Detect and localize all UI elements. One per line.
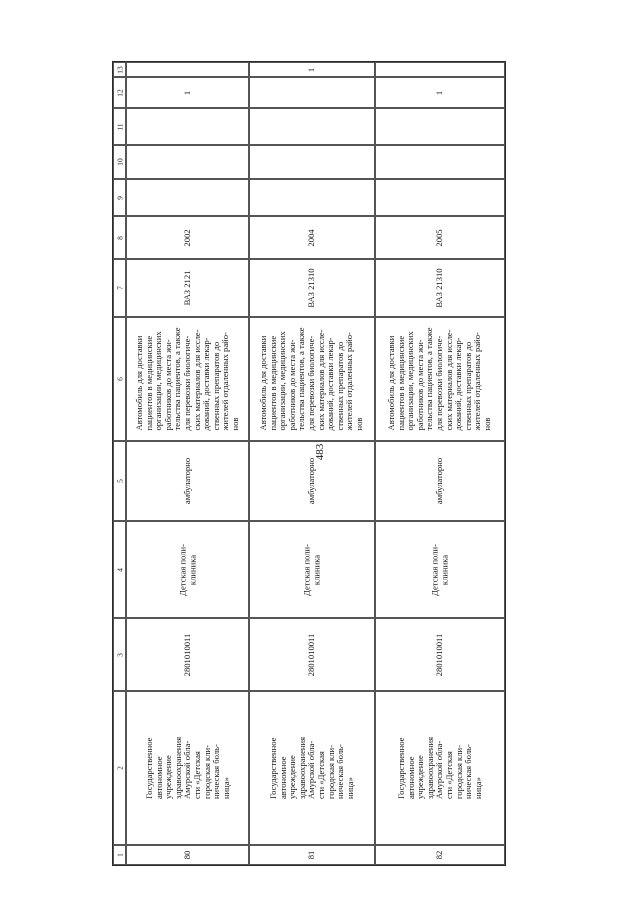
- table-cell: [249, 179, 375, 216]
- cell-text-line: здравоохранения: [424, 736, 435, 800]
- cell-text-line: Государственное: [143, 737, 154, 800]
- header-cell: [113, 317, 126, 441]
- table-cell: [249, 259, 375, 317]
- cell-text-line: учреждение: [287, 755, 298, 800]
- column-number: 2: [115, 766, 124, 770]
- header-cell: [113, 441, 126, 521]
- table-cell: [375, 179, 505, 216]
- cell-text: ВАЗ 21310: [306, 268, 317, 308]
- cell-text-line: нов: [482, 417, 493, 431]
- table-cell: [375, 845, 505, 865]
- cell-text-line: автономное: [152, 756, 163, 800]
- cell-text-line: здравоохранения: [172, 736, 183, 800]
- table-cell: [375, 216, 505, 259]
- cell-text: 1: [306, 67, 317, 72]
- header-cell: [113, 179, 126, 216]
- column-number: 10: [115, 158, 124, 166]
- cell-text-line: ственных препаратов до: [334, 341, 345, 431]
- column-number: 12: [115, 88, 124, 97]
- cell-text-line: здравоохранения: [296, 736, 307, 800]
- table-cell: [375, 108, 505, 145]
- page-number: 483: [314, 443, 326, 461]
- cell-text: [302, 544, 321, 596]
- header-cell: [113, 216, 126, 259]
- cell-text-line: организации, медицинских: [277, 331, 288, 431]
- cell-text-line: автономное: [405, 756, 416, 800]
- header-cell: [113, 145, 126, 179]
- table-cell: [249, 77, 375, 108]
- cell-text: [397, 737, 483, 799]
- header-cell: [113, 259, 126, 317]
- cell-text-line: Государственное: [395, 737, 406, 800]
- column-number: 8: [115, 235, 124, 240]
- cell-text: 1: [181, 90, 192, 95]
- cell-text-line: пациентов в медицинские: [267, 335, 278, 431]
- cell-text: ВАЗ 2121: [181, 270, 192, 306]
- cell-text-line: клиника: [186, 554, 197, 585]
- cell-text-line: работников до места жи-: [162, 339, 173, 431]
- cell-text: 2801010011: [434, 633, 445, 676]
- table-cell: [249, 62, 375, 77]
- cell-text-line: Автомобиль для доставки: [133, 335, 144, 431]
- table-cell: [126, 691, 249, 845]
- cell-text-line: сти «Детская: [443, 751, 454, 800]
- cell-text-line: Детская поли-: [176, 543, 187, 596]
- cell-text-line: дований, доставки лекар-: [200, 337, 211, 431]
- cell-text: 80: [181, 850, 192, 860]
- cell-text-line: для перевозки биологиче-: [181, 335, 192, 431]
- cell-text-line: ница»: [472, 777, 483, 800]
- cell-text-line: клиника: [311, 554, 321, 585]
- cell-text: [178, 544, 197, 596]
- cell-text-line: ническая боль-: [462, 744, 473, 800]
- cell-text-line: Детская поли-: [429, 543, 440, 596]
- column-number: 5: [115, 479, 124, 483]
- table-cell: [375, 691, 505, 845]
- cell-text-line: Детская поли-: [301, 543, 312, 596]
- table-cell: [126, 62, 249, 77]
- cell-text-line: пациентов в медицинские: [395, 335, 406, 431]
- table-cell: [126, 216, 249, 259]
- cell-text-line: Амурской обла-: [181, 740, 192, 800]
- cell-text-line: городская кли-: [200, 745, 211, 800]
- cell-text: [387, 327, 493, 430]
- cell-text-line: ническая боль-: [334, 744, 345, 800]
- cell-text-line: для перевозки биологиче-: [306, 335, 317, 431]
- table-cell: [126, 77, 249, 108]
- table-cell: [375, 618, 505, 691]
- cell-text-line: автономное: [277, 756, 288, 800]
- column-number: 4: [115, 567, 124, 572]
- cell-text: 81: [306, 850, 317, 860]
- header-cell: [113, 62, 126, 77]
- cell-text-line: ница»: [220, 777, 231, 800]
- cell-text: 2002: [181, 228, 192, 247]
- cell-text-line: ских материалов для иссле-: [191, 329, 202, 431]
- cell-text-line: тельства пациентов, а также: [424, 327, 435, 431]
- table-cell: [249, 441, 375, 521]
- cell-text-line: жителей отдаленных райо-: [344, 332, 355, 431]
- cell-text-line: работников до места жи-: [287, 339, 298, 431]
- table-cell: [375, 77, 505, 108]
- table-cell: [249, 216, 375, 259]
- cell-text: [430, 544, 449, 596]
- cell-text-line: Автомобиль для доставки: [386, 335, 397, 431]
- cell-text: [135, 327, 241, 430]
- cell-text-line: учреждение: [415, 755, 426, 800]
- table-cell: [375, 259, 505, 317]
- cell-text-line: для перевозки биологиче-: [434, 335, 445, 431]
- cell-text: 2004: [306, 228, 317, 247]
- cell-text: амбулаторно: [434, 457, 445, 505]
- cell-text-line: Государственное: [267, 737, 278, 800]
- column-number: 6: [115, 377, 124, 381]
- cell-text-line: работников до места жи-: [415, 339, 426, 431]
- column-number: 1: [115, 853, 124, 857]
- cell-text-line: ница»: [344, 777, 355, 800]
- cell-text: 2801010011: [181, 633, 192, 676]
- column-number: 9: [115, 195, 124, 200]
- header-cell: [113, 77, 126, 108]
- cell-text-line: сти «Детская: [315, 751, 326, 800]
- header-cell: [113, 521, 126, 618]
- table-cell: [126, 845, 249, 865]
- header-cell: [113, 691, 126, 845]
- column-number: 13: [115, 65, 124, 74]
- cell-text-line: учреждение: [162, 755, 173, 800]
- cell-text-line: Автомобиль для доставки: [258, 335, 269, 431]
- cell-text: 82: [434, 850, 445, 860]
- table-cell: [249, 317, 375, 441]
- column-number: 11: [115, 122, 124, 131]
- cell-text-line: ственных препаратов до: [210, 341, 221, 431]
- cell-text: 2801010011: [306, 633, 317, 676]
- table-cell: [249, 521, 375, 618]
- table-cell: [249, 691, 375, 845]
- table-cell: [126, 441, 249, 521]
- cell-text-line: нов: [229, 417, 240, 431]
- cell-text: [144, 737, 230, 799]
- cell-text-line: тельства пациентов, а также: [172, 327, 183, 431]
- table-cell: [126, 317, 249, 441]
- cell-text: 2005: [434, 228, 445, 247]
- cell-text-line: организации, медицинских: [152, 331, 163, 431]
- cell-text-line: городская кли-: [325, 745, 336, 800]
- table-cell: [126, 108, 249, 145]
- table-cell: [126, 145, 249, 179]
- cell-text-line: Амурской обла-: [306, 740, 317, 800]
- cell-text-line: нов: [354, 417, 365, 431]
- cell-text-line: дований, доставки лекар-: [325, 337, 336, 431]
- table-cell: [375, 62, 505, 77]
- data-table: [112, 61, 506, 866]
- header-cell: [113, 108, 126, 145]
- cell-text-line: тельства пациентов, а также: [296, 327, 307, 431]
- table-cell: [375, 145, 505, 179]
- table-cell: [249, 108, 375, 145]
- column-number: 7: [115, 286, 124, 290]
- cell-text-line: жителей отдаленных райо-: [472, 332, 483, 431]
- cell-text-line: ственных препаратов до: [462, 341, 473, 431]
- table-cell: [249, 145, 375, 179]
- cell-text-line: жителей отдаленных райо-: [220, 332, 231, 431]
- cell-text: [269, 737, 355, 799]
- table-cell: [249, 845, 375, 865]
- table-cell: [375, 317, 505, 441]
- cell-text-line: ских материалов для иссле-: [443, 329, 454, 431]
- table-cell: [249, 618, 375, 691]
- table-cell: [126, 521, 249, 618]
- header-cell: [113, 618, 126, 691]
- cell-text-line: клиника: [439, 554, 449, 585]
- cell-text: ВАЗ 21310: [434, 268, 445, 308]
- table-cell: [375, 521, 505, 618]
- cell-text-line: пациентов в медицинские: [143, 335, 154, 431]
- table-cell: [126, 179, 249, 216]
- cell-text: амбулаторно: [306, 457, 317, 505]
- header-cell: [113, 845, 126, 865]
- cell-text: амбулаторно: [181, 457, 192, 505]
- cell-text: 1: [434, 90, 445, 95]
- cell-text-line: сти «Детская: [191, 751, 202, 800]
- cell-text: [259, 327, 365, 430]
- cell-text-line: дований, доставки лекар-: [453, 337, 464, 431]
- cell-text-line: Амурской обла-: [434, 740, 445, 800]
- table-cell: [126, 618, 249, 691]
- cell-text-line: ских материалов для иссле-: [315, 329, 326, 431]
- table-cell: [375, 441, 505, 521]
- column-number: 3: [115, 652, 124, 657]
- cell-text-line: организации, медицинских: [405, 331, 416, 431]
- table-cell: [126, 259, 249, 317]
- cell-text-line: ническая боль-: [210, 744, 221, 800]
- cell-text-line: городская кли-: [453, 745, 464, 800]
